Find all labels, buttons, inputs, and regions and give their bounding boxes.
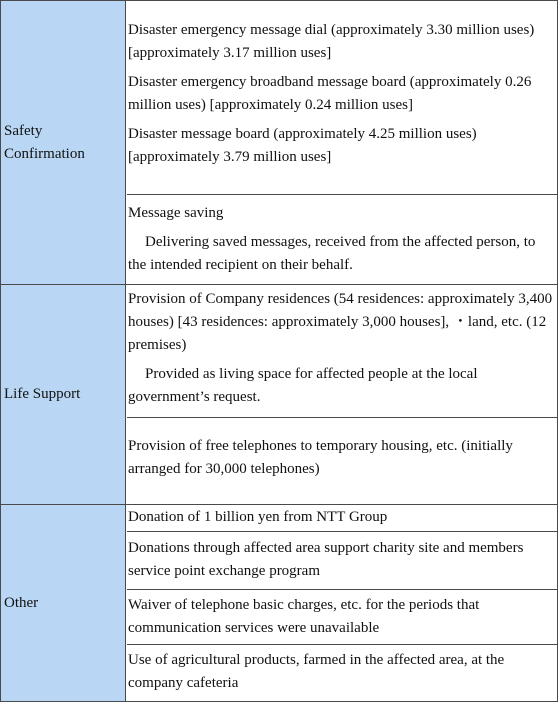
message-saving-title: Message saving [128, 205, 224, 221]
message-saving-cell [127, 202, 557, 277]
category-label: Life Support [4, 386, 81, 402]
row-divider [127, 589, 557, 590]
residences-title: Provision of Company residences (54 residences: approximately 3,400 houses) [43 residences: approximately 3,000 houses], ・land, etc. (12 premises) [128, 291, 553, 353]
waiver-title: Waiver of telephone basic charges, etc. for the periods that communication services were unavailable [128, 597, 480, 636]
row-divider [127, 417, 557, 418]
row-divider [127, 531, 557, 532]
category-life-support [1, 285, 126, 504]
category-label: Other [4, 594, 39, 611]
row-divider [127, 194, 557, 195]
charity-cell [127, 537, 557, 583]
safety-services-cell [127, 19, 557, 169]
service-item: Disaster emergency broadband message board (approximately 0.26 million uses) [approximately 0.24 million uses] [128, 74, 532, 113]
service-item: Disaster emergency message dial (approximately 3.30 million uses) [approximately 3.17 million uses] [128, 22, 535, 61]
row-divider [127, 644, 557, 645]
telephones-title: Provision of free telephones to temporary housing, etc. (initially arranged for 30,000 telephones) [128, 438, 513, 477]
category-label: Safety Confirmation [4, 122, 85, 162]
residences-description: Provided as living space for affected people at the local government’s request. [128, 366, 478, 405]
donation-cell [127, 506, 557, 529]
cafeteria-cell [127, 649, 557, 695]
cafeteria-title: Use of agricultural products, farmed in the affected area, at the company cafeteria [128, 652, 505, 691]
waiver-cell [127, 594, 557, 640]
service-item: Disaster message board (approximately 4.25 million uses) [approximately 3.79 million uses] [128, 126, 477, 165]
telephones-cell [127, 435, 557, 481]
category-other [1, 505, 126, 701]
message-saving-description: Delivering saved messages, received from the affected person, to the intended recipient on their behalf. [128, 234, 536, 273]
donation-title: Donation of 1 billion yen from NTT Group [128, 509, 388, 525]
residences-cell [127, 288, 557, 409]
category-safety-confirmation [1, 1, 126, 284]
charity-title: Donations through affected area support charity site and members service point exchange program [128, 540, 524, 579]
